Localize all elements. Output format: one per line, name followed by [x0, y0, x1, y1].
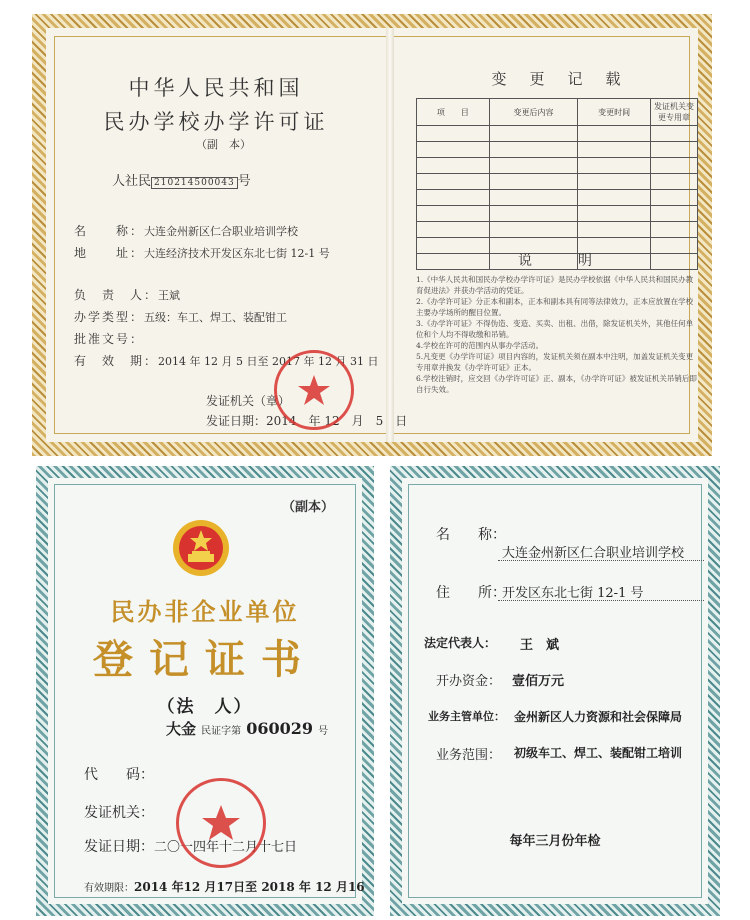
official-stamp: [274, 350, 354, 430]
national-emblem-icon: [166, 518, 236, 580]
official-stamp: [176, 778, 266, 868]
records-header: 发证机关变更专用章: [651, 99, 698, 126]
capital-value: 壹佰万元: [512, 674, 565, 689]
records-header: 变更时间: [578, 99, 651, 126]
validity-label: 有效期限：: [84, 883, 134, 894]
issue-date-label: 发证日期：: [206, 414, 267, 428]
divider: [498, 600, 704, 601]
cert-number: 060029: [246, 719, 313, 738]
legal-rep-value: 王 斌: [520, 638, 560, 653]
name-value: 大连金州新区仁合职业培训学校: [144, 225, 299, 238]
cert-number-row: [166, 718, 328, 739]
table-row: [417, 174, 698, 190]
legal-rep-label: 法定代表人：: [424, 636, 497, 650]
table-row: [417, 222, 698, 238]
table-row: [417, 190, 698, 206]
validity-label: 有 效 期：: [74, 354, 159, 368]
notes-list: [416, 274, 698, 395]
registration-details: [390, 466, 720, 916]
entity-type: （法 人）: [157, 697, 253, 717]
table-row: [417, 206, 698, 222]
cert-title-1: 民办非企业单位: [110, 597, 300, 626]
table-row: [417, 142, 698, 158]
supervisor-value: 金州新区人力资源和社会保障局: [514, 710, 683, 724]
center-fold: [386, 28, 394, 442]
cert-word-suffix: 号: [318, 726, 329, 737]
name-value: 大连金州新区仁合职业培训学校: [502, 546, 685, 561]
head-label: 负 责 人：: [74, 288, 159, 302]
note-item: 1.《中华人民共和国民办学校办学许可证》是民办学校依据《中华人民共和国民办教育促进法》并获办学活动的凭证。: [416, 275, 694, 295]
issuer-label: 发证机关（章）: [206, 394, 291, 408]
cert-number: 210214500043: [151, 177, 238, 189]
stamp-star-icon: [277, 353, 351, 427]
divider: [498, 560, 704, 561]
license-title-line2: 民办学校办学许可证: [103, 110, 329, 134]
scope-label: 业务范围：: [436, 748, 502, 763]
license-title-line1: 中华人民共和国: [128, 76, 304, 100]
table-row: [417, 158, 698, 174]
supervisor-label: 业务主管单位：: [428, 710, 505, 723]
notes-title: 说 明: [518, 253, 598, 269]
records-header: 项 目: [417, 99, 490, 126]
issue-date-label: 发证日期：: [84, 839, 154, 855]
copy-label: （副本）: [281, 500, 334, 515]
name-label: 名 称：: [74, 224, 145, 238]
note-item: 5.凡变更《办学许可证》项目内容的，发证机关须在副本中注明，加盖发证机关变更专用章并换发《办学许可证》正本。: [416, 352, 694, 372]
code-label: 代 码：: [84, 767, 154, 783]
note-item: 4.学校在许可的范围内从事办学活动。: [416, 341, 544, 350]
validity-value: 2014 年 12 月 5 日至 2017 年 12 月 31 日: [158, 355, 379, 368]
registration-cover: [36, 466, 374, 916]
address-value: 开发区东北七街 12-1 号: [502, 586, 644, 601]
cert-prefix: 人社民: [112, 174, 152, 189]
head-value: 王斌: [158, 289, 181, 302]
validity-value: 2014 年12 月17日至 2018 年 12 月16: [134, 880, 365, 894]
stamp-star-icon: [179, 781, 263, 865]
copy-label: （副 本）: [196, 138, 251, 151]
cert-title-2: 登记证书: [93, 636, 317, 683]
scope-value: 初级车工、焊工、装配钳工培训: [514, 746, 683, 760]
address-label: 住 所：: [436, 585, 506, 601]
records-table: [416, 98, 698, 270]
cert-number-row: [112, 170, 251, 189]
issue-date-value: 2014 年 12 月 5 日: [266, 414, 408, 428]
capital-label: 开办资金：: [436, 674, 502, 689]
region: 大金: [166, 720, 197, 738]
cert-suffix: 号: [237, 174, 251, 189]
issue-date-value: 二〇一四年十二月十七日: [154, 840, 298, 855]
table-row: [417, 126, 698, 142]
type-value: 五级：车工、焊工、装配钳工: [144, 311, 288, 324]
note-item: 3.《办学许可证》不得伪造、变造、买卖、出租、出借，除发证机关外，其他任何单位和个人均不得收缴和吊销。: [416, 319, 694, 339]
cert-word-label: 民证字第: [201, 726, 242, 737]
records-title: 变 更 记 载: [491, 70, 625, 88]
note-item: 2.《办学许可证》分正本和副本，正本和副本具有同等法律效力，正本应放置在学校主要办学场所的醒目位置。: [416, 297, 694, 317]
records-header: 变更后内容: [489, 99, 577, 126]
note-item: 6.学校注销时，应交回《办学许可证》正、副本，《办学许可证》被发证机关吊销后即自行失效。: [416, 374, 697, 394]
license-certificate: [32, 14, 712, 456]
approval-label: 批准文号：: [74, 332, 145, 346]
type-label: 办学类型：: [74, 310, 145, 324]
issuer-label: 发证机关：: [84, 805, 154, 821]
name-label: 名 称：: [436, 527, 506, 543]
address-value: 大连经济技术开发区东北七街 12-1 号: [144, 247, 330, 260]
annual-check: 每年三月份年检: [509, 834, 601, 849]
address-label: 地 址：: [74, 246, 145, 260]
